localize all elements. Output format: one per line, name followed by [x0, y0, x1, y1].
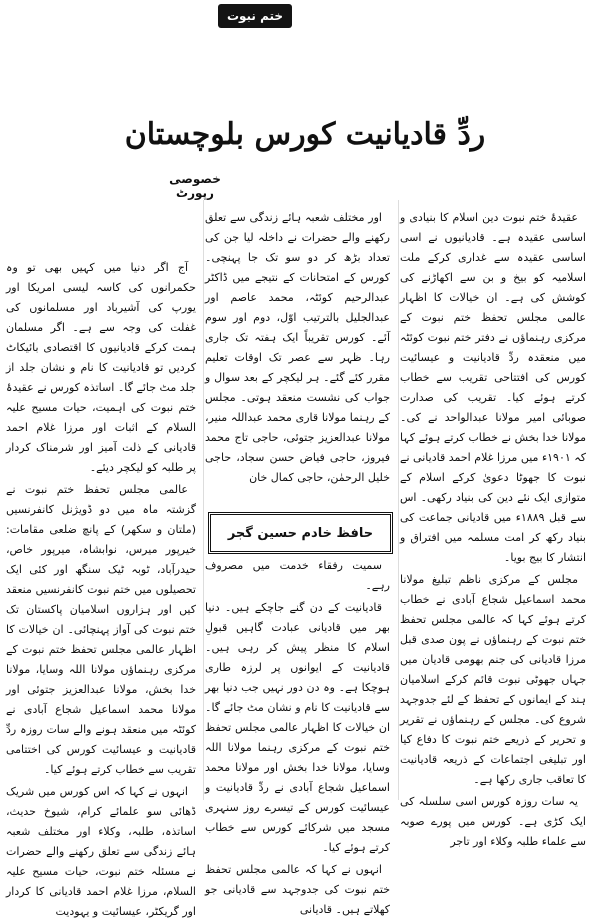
paragraph: عالمی مجلس تحفظ ختم نبوت نے گزشتہ ماہ میں دو ڈویژنل کانفرنسیں (ملتان و سکھر) کے پانچ ضلعی مقامات: خیرپور میرس، نوابشاہ، میرپور خاص، حیدرآباد، ٹوبہ ٹیک سنگھ اور کئی ایک تحصیلوں میں ختم نبوت کانفرنسیں منعقد کیں اور ہزاروں اسلامیان پاکستان تک ختم نبوت کی آواز پہنچائی۔ ان خیالات کا اظہار عالمی مجلس تحفظ ختم نبوت کے مرکزی رہنماؤں مولانا اللہ وسایا، مولانا خدا بخش، مولانا عبدالعزیز جتوئی اور مولانا محمد اسماعیل شجاع آبادی نے کوئٹہ میں منعقد ہونے والے سات روزہ ردِّ قادیانیت و عیسائیت کورس کی اختتامی تقریب سے خطاب کرتے ہوئے کیا۔ [6, 483, 196, 776]
paragraph: سمیت رفقاء خدمت میں مصروف رہے۔ [205, 559, 390, 592]
paragraph: اور مختلف شعبہ ہائے زندگی سے تعلق رکھنے والے حضرات نے داخلہ لیا جن کی تعداد بڑھ کر دو سو تک جا پہنچی۔ کورس کے امتحانات کے نتیجے میں ڈاکٹر عبدالرحیم کوئٹہ، محمد عاصم اور عبدالجلیل بالترتیب اوّل، دوم اور سوم آئے۔ کورس تقریباً ایک ہفتہ تک جاری رہا۔ ظہر سے عصر تک اوقات تعلیم مقرر کئے گئے۔ ہر لیکچر کے بعد سوال و جواب کی نشست منعقد ہوتی۔ مجلس کے رہنما مولانا قاری محمد عبداللہ منیر، مولانا عبدالعزیز جتوئی، حاجی تاج محمد فیروز، حاجی فیاض حسن سجاد، حاجی خلیل الرحمٰن، حاجی کمال خان [205, 211, 390, 484]
paragraph: مجلس کے مرکزی ناظم تبلیغ مولانا محمد اسماعیل شجاع آبادی نے خطاب کرتے ہوئے کہا کہ عالمی مجلس تحفظ ختم نبوت کے رہنماؤں نے پون صدی قبل مرزا قادیانی کی جنم بھومی قادیان میں جہاں جھوٹی نبوت قائم کرکے اسلامیان ہند کے ایمانوں کے تحفظ کے لئے جدوجہد شروع کی۔ مجلس کے رہنماؤں نے تقریر و تحریر کے ذریعے ختم نبوت کا دفاع کیا اور تبلیغی اجتماعات کے ذریعہ قادیانیت کا تعاقب جاری رکھا ہے۔ [400, 573, 586, 786]
paragraph: انہوں نے کہا کہ اس کورس میں شریک ڈھائی سو علمائے کرام، شیوخ حدیث، اساتذہ، طلبہ، وکلاء اور مختلف شعبہ ہائے زندگی سے تعلق رکھنے والے حضرات نے مسئلہ ختم نبوت، حیات مسیح علیہ السلام، مرزا غلام احمد قادیانی کا کردار اور گریکٹر، عیسائیت و یہودیت [6, 785, 196, 918]
article-headline: ردِّ قادیانیت کورس بلوچستان [124, 116, 486, 152]
byline: خصوصی رپورٹ [169, 172, 221, 200]
paragraph: انہوں نے کہا کہ عالمی مجلس تحفظ ختم نبوت کی جدوجہد سے قادیانی جو کھلاتے ہیں۔ قادیانی [205, 863, 390, 916]
section-badge: ختم نبوت [218, 4, 292, 28]
article-column-middle-top [205, 208, 390, 508]
article-column-middle-bottom [205, 556, 390, 916]
paragraph: عقیدۂ ختم نبوت دین اسلام کا بنیادی و اساسی عقیدہ ہے۔ قادیانیوں نے اسی اساسی عقیدہ سے غداری کرکے ملت اسلامیہ کو بیخ و بن سے اکھاڑنے کی کوشش کی ہے۔ ان خیالات کا اظہار عالمی مجلس تحفظ ختم نبوت کے مرکزی رہنماؤں نے دفتر ختم نبوت کوئٹہ میں منعقدہ ردِّ قادیانیت و عیسائیت کورس کی افتتاحی تقریب سے خطاب کرتے ہوئے کیا۔ تقریب کی صدارت صوبائی امیر مولانا عبدالواحد نے کی۔ مولانا خدا بخش نے خطاب کرتے ہوئے کہا کہ ۱۹۰۱ء میں مرزا غلام احمد قادیانی نے نبوت کا جھوٹا دعویٰ کرکے اسلام کے متوازی ایک نئے دین کی بنیاد رکھی۔ اس سے قبل ۱۸۸۹ء میں قادیانی جماعت کی بنیاد رکھ کر امت مسلمہ میں افتراق و انتشار کا بیج بویا۔ [400, 211, 586, 564]
paragraph: قادیانیت کے دن گنے جاچکے ہیں۔ دنیا بھر میں قادیانی عبادت گاہیں قبولِ اسلام کا منظر پیش کر رہی ہیں۔ قادیانیت کے ایوانوں پر لرزہ طاری ہوچکا ہے۔ وہ دن دور نہیں جب دنیا بھر سے قادیانیت کا نام و نشان مٹ جائے گا۔ ان خیالات کا اظہار عالمی مجلس تحفظ ختم نبوت کے مرکزی رہنما مولانا اللہ وسایا، مولانا خدا بخش اور مولانا محمد اسماعیل شجاع آبادی نے ردِّ قادیانیت و عیسائیت کورس کے تیسرے روز سنہری مسجد میں شرکائے کورس سے خطاب کرتے ہوئے کیا۔ [205, 601, 390, 854]
article-column-right [400, 208, 586, 848]
column-divider [398, 200, 399, 800]
article-column-left [6, 258, 196, 918]
column-divider [203, 200, 204, 800]
paragraph: یہ سات روزہ کورس اسی سلسلہ کی ایک کڑی ہے۔ کورس میں پورے صوبہ سے علماء طلبہ وکلاء اور تاجر [400, 795, 586, 848]
paragraph: آج اگر دنیا میں کہیں بھی تو وہ حکمرانوں کی کاسہ لیسی امریکا اور یورپ کی آشیرباد اور مسلمانوں کی غفلت کی وجہ سے ہے۔ اگر مسلمان ہمت کرکے قادیانیوں کا اقتصادی بائیکاٹ کردیں تو قادیانیت کا نام و نشان جلد از جلد مٹ جائے گا۔ اساتذہ کورس نے عقیدۂ ختم نبوت کی اہمیت، حیات مسیح علیہ السلام کے اثبات اور مرزا غلام احمد قادیانی کے ذلت آمیز اور شرمناک کردار پر طلبہ کو لیکچر دیئے۔ [6, 261, 196, 474]
author-box: حافظ خادم حسین گجر [208, 512, 393, 554]
